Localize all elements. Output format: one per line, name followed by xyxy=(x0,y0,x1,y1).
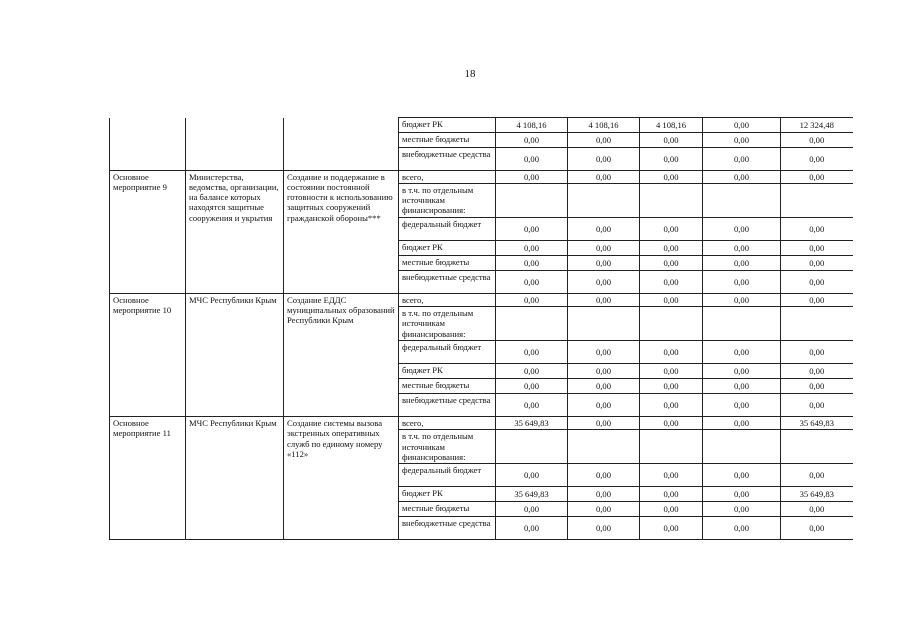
amount-cell: 0,00 xyxy=(568,364,640,379)
amount-cell: 0,00 xyxy=(781,271,853,294)
amount-cell: 0,00 xyxy=(496,256,568,271)
funding-source-label: местные бюджеты xyxy=(399,379,496,394)
amount-cell: 35 649,83 xyxy=(496,487,568,502)
amount-cell: 0,00 xyxy=(703,364,781,379)
table-row xyxy=(110,118,853,133)
amount-cell: 0,00 xyxy=(568,379,640,394)
amount-cell: 0,00 xyxy=(568,464,640,487)
amount-cell: 0,00 xyxy=(703,241,781,256)
amount-cell: 0,00 xyxy=(496,218,568,241)
amount-cell: 0,00 xyxy=(568,171,640,184)
amount-cell: 0,00 xyxy=(568,241,640,256)
amount-cell: 0,00 xyxy=(496,364,568,379)
amount-cell: 0,00 xyxy=(640,133,703,148)
amount-cell: 0,00 xyxy=(703,148,781,171)
table-row xyxy=(110,294,853,307)
amount-cell: 35 649,83 xyxy=(496,417,568,430)
amount-cell: 0,00 xyxy=(703,517,781,540)
amount-cell: 0,00 xyxy=(781,171,853,184)
amount-cell: 0,00 xyxy=(568,487,640,502)
amount-cell: 35 649,83 xyxy=(781,487,853,502)
amount-cell: 0,00 xyxy=(703,171,781,184)
amount-cell: 0,00 xyxy=(496,464,568,487)
amount-cell xyxy=(703,430,781,464)
amount-cell: 0,00 xyxy=(568,341,640,364)
measure-executor: МЧС Республики Крым xyxy=(186,294,284,417)
amount-cell xyxy=(496,184,568,218)
amount-cell: 4 108,16 xyxy=(568,118,640,133)
amount-cell: 0,00 xyxy=(703,502,781,517)
amount-cell: 0,00 xyxy=(640,394,703,417)
amount-cell: 4 108,16 xyxy=(640,118,703,133)
funding-source-label: бюджет РК xyxy=(399,364,496,379)
empty-cell xyxy=(186,118,284,171)
amount-cell: 0,00 xyxy=(568,417,640,430)
measure-executor: Министерства, ведомства, организации, на балансе которых находятся защитные сооружения и укрытия xyxy=(186,171,284,294)
amount-cell: 0,00 xyxy=(703,464,781,487)
amount-cell: 0,00 xyxy=(640,294,703,307)
amount-cell: 0,00 xyxy=(781,517,853,540)
page-number: 18 xyxy=(464,68,476,80)
amount-cell: 0,00 xyxy=(703,417,781,430)
funding-source-label: внебюджетные средства xyxy=(399,517,496,540)
amount-cell: 0,00 xyxy=(568,394,640,417)
amount-cell: 0,00 xyxy=(496,502,568,517)
amount-cell: 0,00 xyxy=(496,379,568,394)
amount-cell: 0,00 xyxy=(496,133,568,148)
amount-cell: 0,00 xyxy=(640,341,703,364)
amount-cell xyxy=(568,307,640,341)
amount-cell: 0,00 xyxy=(496,294,568,307)
measure-name: Основное мероприятие 11 xyxy=(110,417,186,540)
amount-cell xyxy=(568,184,640,218)
amount-cell: 0,00 xyxy=(703,487,781,502)
financing-table xyxy=(109,117,853,540)
funding-source-label: бюджет РК xyxy=(399,241,496,256)
amount-cell: 0,00 xyxy=(568,271,640,294)
amount-cell: 0,00 xyxy=(703,294,781,307)
amount-cell xyxy=(568,430,640,464)
amount-cell: 0,00 xyxy=(496,171,568,184)
amount-cell: 12 324,48 xyxy=(781,118,853,133)
amount-cell xyxy=(640,307,703,341)
amount-cell: 0,00 xyxy=(496,148,568,171)
measure-description: Создание ЕДДС муниципальных образований Республики Крым xyxy=(284,294,399,417)
amount-cell xyxy=(703,307,781,341)
table-row xyxy=(110,417,853,430)
table-row xyxy=(110,171,853,184)
amount-cell: 0,00 xyxy=(568,502,640,517)
amount-cell: 0,00 xyxy=(568,294,640,307)
funding-source-label: в т.ч. по отдельным источникам финансирования: xyxy=(399,184,496,218)
funding-source-label: в т.ч. по отдельным источникам финансирования: xyxy=(399,430,496,464)
amount-cell: 0,00 xyxy=(496,517,568,540)
amount-cell: 0,00 xyxy=(640,271,703,294)
amount-cell: 35 649,83 xyxy=(781,417,853,430)
amount-cell: 0,00 xyxy=(703,341,781,364)
amount-cell: 0,00 xyxy=(496,394,568,417)
amount-cell: 0,00 xyxy=(640,517,703,540)
amount-cell: 0,00 xyxy=(640,256,703,271)
amount-cell: 0,00 xyxy=(703,256,781,271)
amount-cell: 0,00 xyxy=(640,148,703,171)
amount-cell: 0,00 xyxy=(640,487,703,502)
funding-source-label: местные бюджеты xyxy=(399,133,496,148)
funding-source-label: бюджет РК xyxy=(399,487,496,502)
funding-source-label: местные бюджеты xyxy=(399,502,496,517)
amount-cell: 0,00 xyxy=(781,502,853,517)
amount-cell xyxy=(781,430,853,464)
amount-cell: 0,00 xyxy=(496,271,568,294)
amount-cell: 0,00 xyxy=(568,256,640,271)
amount-cell: 0,00 xyxy=(640,417,703,430)
amount-cell: 0,00 xyxy=(703,394,781,417)
amount-cell xyxy=(703,184,781,218)
amount-cell: 0,00 xyxy=(703,218,781,241)
amount-cell: 0,00 xyxy=(703,271,781,294)
amount-cell: 0,00 xyxy=(781,341,853,364)
amount-cell: 0,00 xyxy=(781,394,853,417)
funding-source-label: внебюджетные средства xyxy=(399,148,496,171)
amount-cell: 0,00 xyxy=(568,218,640,241)
amount-cell: 0,00 xyxy=(640,379,703,394)
funding-source-label: всего, xyxy=(399,417,496,430)
amount-cell: 0,00 xyxy=(781,294,853,307)
amount-cell: 4 108,16 xyxy=(496,118,568,133)
measure-executor: МЧС Республики Крым xyxy=(186,417,284,540)
amount-cell: 0,00 xyxy=(781,133,853,148)
amount-cell: 0,00 xyxy=(640,502,703,517)
amount-cell: 0,00 xyxy=(640,464,703,487)
amount-cell: 0,00 xyxy=(781,379,853,394)
amount-cell: 0,00 xyxy=(703,118,781,133)
amount-cell: 0,00 xyxy=(781,218,853,241)
amount-cell: 0,00 xyxy=(781,364,853,379)
funding-source-label: федеральный бюджет xyxy=(399,341,496,364)
amount-cell: 0,00 xyxy=(568,517,640,540)
funding-source-label: местные бюджеты xyxy=(399,256,496,271)
measure-description: Создание системы вызова экстренных оперативных служб по единому номеру «112» xyxy=(284,417,399,540)
amount-cell: 0,00 xyxy=(568,133,640,148)
funding-source-label: внебюджетные средства xyxy=(399,394,496,417)
amount-cell: 0,00 xyxy=(496,341,568,364)
measure-name: Основное мероприятие 9 xyxy=(110,171,186,294)
amount-cell: 0,00 xyxy=(703,133,781,148)
amount-cell: 0,00 xyxy=(568,148,640,171)
amount-cell: 0,00 xyxy=(781,241,853,256)
amount-cell xyxy=(781,307,853,341)
measure-name: Основное мероприятие 10 xyxy=(110,294,186,417)
amount-cell: 0,00 xyxy=(781,256,853,271)
amount-cell: 0,00 xyxy=(496,241,568,256)
amount-cell: 0,00 xyxy=(703,379,781,394)
measure-description: Создание и поддержание в состоянии постоянной готовности к использованию защитных сооружений гражданской обороны*** xyxy=(284,171,399,294)
amount-cell: 0,00 xyxy=(781,464,853,487)
amount-cell xyxy=(781,184,853,218)
empty-cell xyxy=(284,118,399,171)
amount-cell: 0,00 xyxy=(640,218,703,241)
funding-source-label: всего, xyxy=(399,294,496,307)
funding-source-label: внебюджетные средства xyxy=(399,271,496,294)
amount-cell: 0,00 xyxy=(781,148,853,171)
amount-cell xyxy=(640,184,703,218)
amount-cell xyxy=(640,430,703,464)
amount-cell xyxy=(496,430,568,464)
funding-source-label: федеральный бюджет xyxy=(399,464,496,487)
amount-cell xyxy=(496,307,568,341)
funding-source-label: бюджет РК xyxy=(399,118,496,133)
funding-source-label: федеральный бюджет xyxy=(399,218,496,241)
funding-source-label: в т.ч. по отдельным источникам финансирования: xyxy=(399,307,496,341)
amount-cell: 0,00 xyxy=(640,364,703,379)
funding-source-label: всего, xyxy=(399,171,496,184)
empty-cell xyxy=(110,118,186,171)
amount-cell: 0,00 xyxy=(640,241,703,256)
amount-cell: 0,00 xyxy=(640,171,703,184)
